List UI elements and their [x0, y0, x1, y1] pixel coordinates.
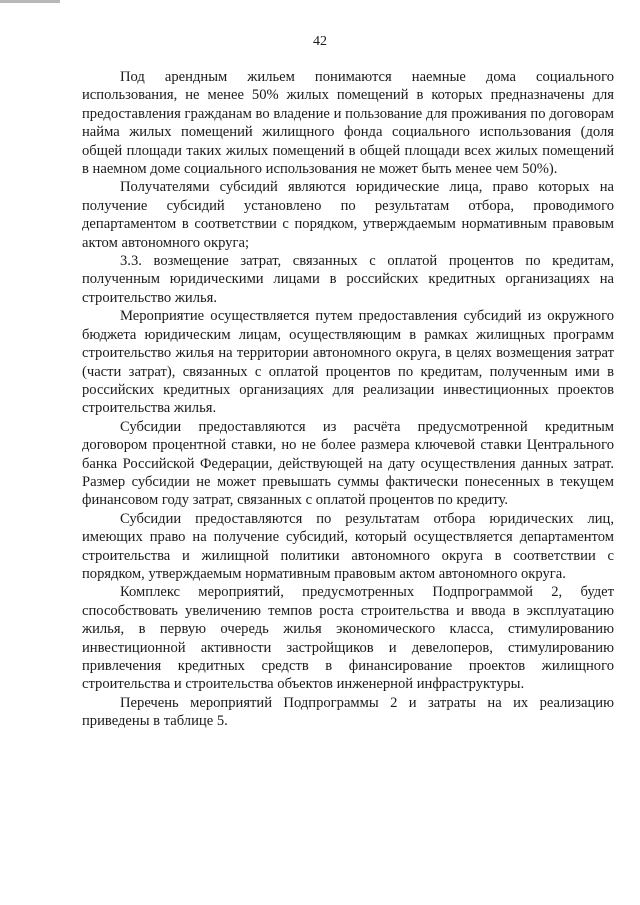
paragraph-subsidy-calculation: Субсидии предоставляются из расчёта предусмотренной кредитным договором процентной ставки, но не более размера ключевой ставки Центрального банка Российской Федерации, действующей на дату осуществления данных затрат. Размер субсидии не может превышать суммы фактически понесенных в текущем финансовом году затрат, связанных с оплатой процентов по кредиту. — [82, 418, 614, 509]
paragraph-measure-description: Мероприятие осуществляется путем предоставления субсидий из окружного бюджета юридическим лицам, осуществляющим в рамках жилищных программ строительство жилья на территории автономного округа, в целях возмещения затрат (части затрат), связанных с оплатой процентов по кредитам, полученным ими в российских кредитных организациях для реализации инвестиционных проектов строительства жилья. — [82, 308, 614, 417]
paragraph-measures-complex: Комплекс мероприятий, предусмотренных Подпрограммой 2, будет способствовать увеличению темпов роста строительства и ввода в эксплуатацию жилья, в первую очередь жилья экономического класса, стимулированию инвестиционной активности застройщиков и девелоперов, стимулированию привлечения кредитных средств в финансирование проектов жилищного строительства и строительства объектов инженерной инфраструктуры. — [82, 584, 614, 693]
page-number: 42 — [313, 34, 327, 49]
paragraph-rental-housing: Под арендным жильем понимаются наемные дома социального использования, не менее 50% жилых помещений в которых предназначены для предоставления гражданам во владение и пользование для проживания по договорам найма жилых помещений жилищного фонда социального использования (доля общей площади таких жилых помещений в общей площади всех жилых помещений в наемном доме социального использования не может быть менее чем 50%). — [82, 69, 614, 178]
paragraph-subsidy-selection: Субсидии предоставляются по результатам отбора юридических лиц, имеющих право на получение субсидий, который осуществляется департаментом строительства и жилищной политики автономного округа в соответствии с порядком, утверждаемым нормативным правовым актом автономного округа. — [82, 510, 614, 582]
paragraph-table-reference: Перечень мероприятий Подпрограммы 2 и затраты на их реализацию приведены в таблице 5. — [82, 694, 614, 730]
paragraph-item-3-3: 3.3. возмещение затрат, связанных с оплатой процентов по кредитам, полученным юридическими лицами в российских кредитных организациях на строительство жилья. — [82, 253, 614, 306]
paragraph-subsidy-recipients: Получателями субсидий являются юридические лица, право которых на получение субсидий установлено по результатам отбора, проводимого департаментом в соответствии с порядком, утверждаемым нормативным правовым актом автономного округа; — [82, 179, 614, 251]
scan-corner-mark — [0, 0, 60, 3]
document-body — [82, 68, 614, 731]
